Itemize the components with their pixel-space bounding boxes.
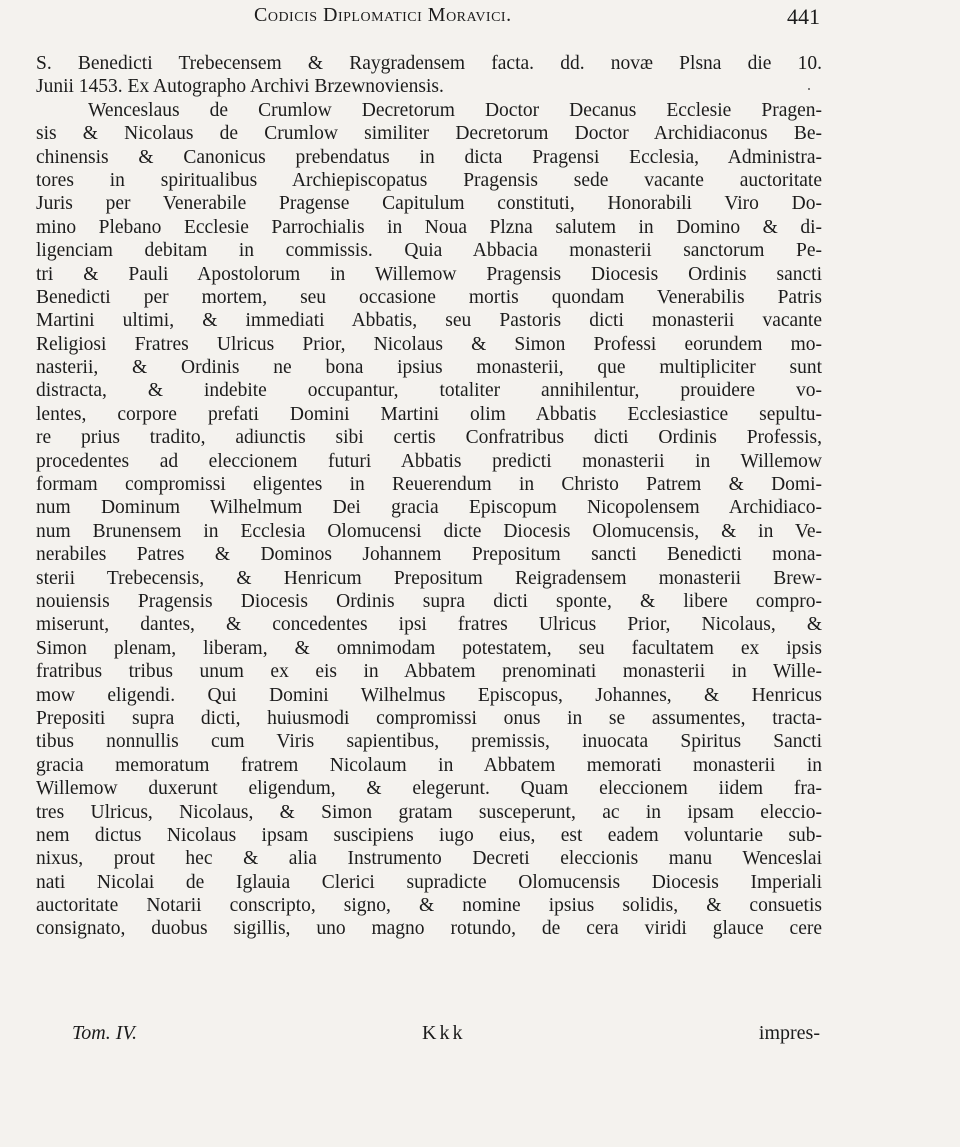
text-line: nouiensis Pragensis Diocesis Ordinis supra dicti sponte, & libere compro- xyxy=(36,590,822,612)
text-line: sis & Nicolaus de Crumlow similiter Decretorum Doctor Archidiaconus Be- xyxy=(36,123,822,145)
text-line: tres Ulricus, Nicolaus, & Simon gratam susceperunt, ac in ipsam eleccio- xyxy=(36,801,822,823)
text-line: lentes, corpore prefati Domini Martini olim Abbatis Ecclesiastice sepultu- xyxy=(36,403,822,425)
text-line: nixus, prout hec & alia Instrumento Decreti eleccionis manu Wenceslai xyxy=(36,848,822,870)
catchword: impres- xyxy=(758,1022,820,1044)
text-line: Martini ultimi, & immediati Abbatis, seu Pastoris dicti monasterii vacante xyxy=(36,310,822,332)
text-line: mino Plebano Ecclesie Parrochialis in Noua Plzna salutem in Domino & di- xyxy=(36,216,822,238)
text-line: num Brunensem in Ecclesia Olomucensi dicte Diocesis Olomucensis, & in Ve- xyxy=(36,520,822,542)
document-body xyxy=(36,52,822,941)
page-number: 441 xyxy=(787,4,820,29)
text-line: ligenciam debitam in commissis. Quia Abbacia monasterii sanctorum Pe- xyxy=(36,240,822,262)
text-line: mow eligendi. Qui Domini Wilhelmus Episcopus, Johannes, & Henricus xyxy=(36,684,822,706)
text-line: nati Nicolai de Iglauia Clerici supradicte Olomucensis Diocesis Imperiali xyxy=(36,871,822,893)
running-title: Codicis Diplomatici Moravici. xyxy=(254,4,512,26)
text-line: auctoritate Notarii conscripto, signo, & nomine ipsius solidis, & consuetis xyxy=(36,895,822,917)
text-line: Benedicti per mortem, seu occasione mortis quondam Venerabilis Patris xyxy=(36,286,822,308)
text-line: formam compromissi eligentes in Reuerendum in Christo Patrem & Domi- xyxy=(36,474,822,496)
text-line: nerabiles Patres & Dominos Johannem Prepositum sancti Benedicti mona- xyxy=(36,544,822,566)
text-line: Junii 1453. Ex Autographo Archivi Brzewnoviensis. xyxy=(36,76,444,98)
text-line: S. Benedicti Trebecensem & Raygradensem facta. dd. novæ Plsna die 10. xyxy=(36,53,822,74)
text-line: num Dominum Wilhelmum Dei gracia Episcopum Nicopolensem Archidiaco- xyxy=(36,497,822,519)
page-header xyxy=(40,4,820,30)
text-line: fratribus tribus unum ex eis in Abbatem prenominati monasterii in Wille- xyxy=(36,661,822,683)
page-footer xyxy=(72,1022,820,1048)
text-line: distracta, & indebite occupantur, totaliter annihilentur, prouidere vo- xyxy=(36,380,822,402)
text-line: tibus nonnullis cum Viris sapientibus, premissis, inuocata Spiritus Sancti xyxy=(36,731,822,753)
text-line: Religiosi Fratres Ulricus Prior, Nicolaus & Simon Professi eorundem mo- xyxy=(36,333,822,355)
paper-speck xyxy=(808,88,810,90)
text-line: Wenceslaus de Crumlow Decretorum Doctor Decanus Ecclesie Pragen- xyxy=(88,99,822,121)
text-line: gracia memoratum fratrem Nicolaum in Abbatem memorati monasterii in xyxy=(36,754,822,776)
volume-signature: Tom. IV. xyxy=(72,1022,138,1044)
text-line: chinensis & Canonicus prebendatus in dicta Pragensi Ecclesia, Administra- xyxy=(36,146,822,168)
text-line: procedentes ad eleccionem futuri Abbatis predicti monasterii in Willemow xyxy=(36,450,822,472)
text-line: Prepositi supra dicti, huiusmodi compromissi onus in se assumentes, tracta- xyxy=(36,707,822,729)
text-line: consignato, duobus sigillis, uno magno rotundo, de cera viridi glauce cere xyxy=(36,918,822,940)
text-line: re prius tradito, adiunctis sibi certis Confratribus dicti Ordinis Professis, xyxy=(36,427,822,449)
text-line: tores in spiritualibus Archiepiscopatus Pragensis sede vacante auctoritate xyxy=(36,169,822,191)
text-line: nem dictus Nicolaus ipsam suscipiens iugo eius, est eadem voluntarie sub- xyxy=(36,824,822,846)
text-line: miserunt, dantes, & concedentes ipsi fratres Ulricus Prior, Nicolaus, & xyxy=(36,614,822,636)
gathering-mark: Kkk xyxy=(422,1022,466,1044)
text-line: Willemow duxerunt eligendum, & elegerunt. Quam eleccionem iidem fra- xyxy=(36,778,822,800)
text-line: Simon plenam, liberam, & omnimodam potestatem, seu facultatem ex ipsis xyxy=(36,637,822,659)
text-line: nasterii, & Ordinis ne bona ipsius monasterii, que multipliciter sunt xyxy=(36,357,822,379)
text-line: tri & Pauli Apostolorum in Willemow Pragensis Diocesis Ordinis sancti xyxy=(36,263,822,285)
text-line: sterii Trebecensis, & Henricum Prepositum Reigradensem monasterii Brew- xyxy=(36,567,822,589)
text-line: Juris per Venerabile Pragense Capitulum constituti, Honorabili Viro Do- xyxy=(36,193,822,215)
